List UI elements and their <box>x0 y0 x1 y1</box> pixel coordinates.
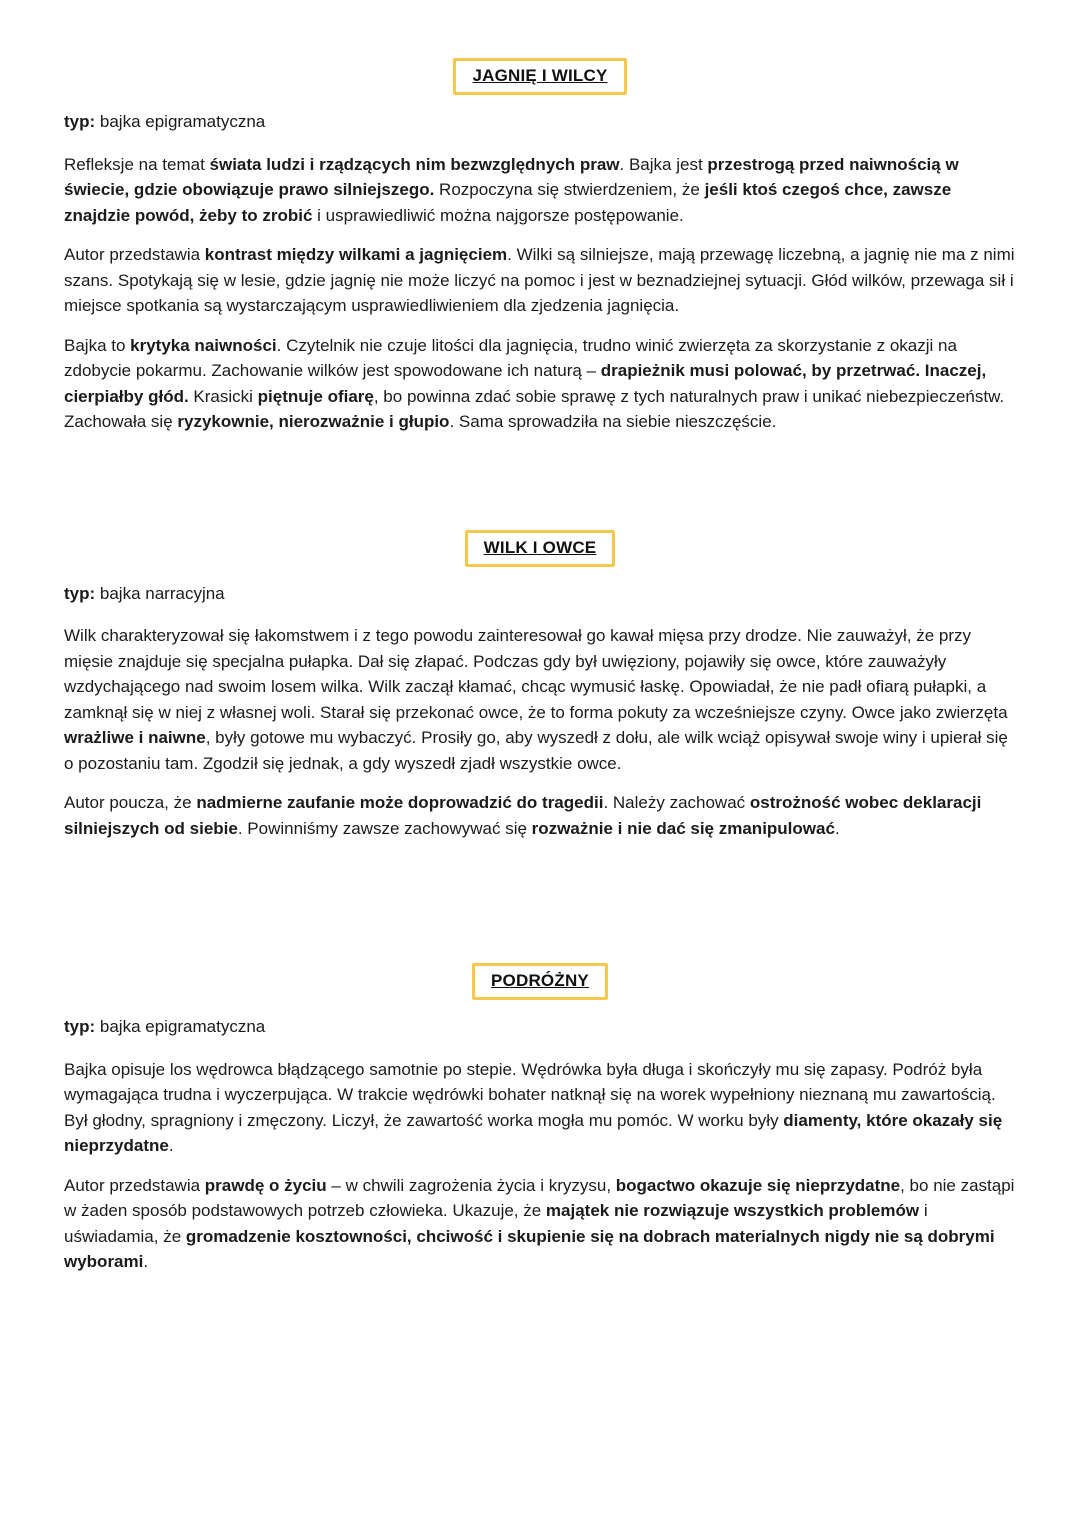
fable-type-value: bajka epigramatyczna <box>95 1017 266 1036</box>
text-segment: i usprawiedliwić można najgorsze postępowanie. <box>312 205 684 225</box>
text-segment: . Należy zachować <box>603 793 750 812</box>
paragraph <box>64 1057 1016 1159</box>
bold-text-segment: kontrast między wilkami a jagnięciem <box>204 245 508 264</box>
bold-text-segment: bogactwo okazuje się nieprzydatne <box>615 1175 901 1195</box>
text-segment: Autor przedstawia <box>64 245 205 264</box>
text-segment: Autor poucza, że <box>64 793 197 812</box>
fable-paragraphs <box>64 1057 1016 1275</box>
bold-text-segment: świata ludzi i rządzących nim bezwzględnych praw <box>209 154 620 174</box>
text-segment: Autor przedstawia <box>64 1175 205 1195</box>
paragraph <box>64 152 1016 229</box>
text-segment: , były gotowe mu wybaczyć. Prosiły go, aby wyszedł z dołu, ale wilk wciąż opisywał swoje winy i upierał się o pozostaniu tam. Zgodził się jednak, a gdy wyszedł zjadł wszystkie owce. <box>64 728 1008 773</box>
bold-text-segment: majątek nie rozwiązuje wszystkich problemów <box>545 1201 920 1220</box>
fable-title: JAGNIĘ I WILCY <box>472 66 608 85</box>
bold-text-segment: prawdę o życiu <box>204 1175 327 1195</box>
text-segment: Refleksje na temat <box>64 154 210 174</box>
text-segment: . <box>168 1136 174 1155</box>
fable-title-box <box>453 58 626 95</box>
text-segment: . Wilki są silniejsze, mają przewagę liczebną, a jagnię nie ma z nimi szans. Spotykają się w lesie, gdzie jagnię nie może liczyć na pomoc i jest w beznadziejnej sytuacji. Głód wilków, przewaga sił i miejsce spotkania są wystarczającym usprawiedliwieniem dla zjedzenia jagnięcia. <box>64 245 1015 315</box>
fable-section <box>64 530 1016 842</box>
fable-title-box <box>472 963 608 1000</box>
text-segment: . <box>834 818 840 838</box>
bold-text-segment: rozważnie i nie dać się zmanipulować <box>531 818 835 838</box>
fable-type-label: typ: <box>64 1017 96 1036</box>
text-segment: . Powinniśmy zawsze zachowywać się <box>237 818 532 838</box>
bold-text-segment: nadmierne zaufanie może doprowadzić do tragedii <box>196 793 604 812</box>
text-segment: Wilk charakteryzował się łakomstwem i z tego powodu zainteresował go kawał mięsa przy drodze. Nie zauważył, że przy mięsie znajduje się specjalna pułapka. Dał się złapać. Podczas gdy był uwięziony, pojawiły się owce, które zauważyły wzdychającego nad swoim losem wilka. Wilk zaczął kłamać, chcąc wymusić łaskę. Opowiadał, że nie padł ofiarą pułapki, a zamknął się w niej z własnej woli. Starał się przekonać owce, że to forma pokuty za wcześniejsze czyny. Owce jako zwierzęta <box>64 626 1008 722</box>
fable-title-row <box>64 530 1016 567</box>
paragraph <box>64 333 1016 435</box>
paragraph <box>64 790 1016 841</box>
fable-section <box>64 58 1016 435</box>
fable-type-value: bajka epigramatyczna <box>95 112 266 131</box>
text-segment: Krasicki <box>188 386 258 406</box>
text-segment: . <box>143 1252 149 1271</box>
text-segment: , bo nie zastąpi w żaden sposób podstawowych potrzeb człowieka. Ukazuje, że <box>64 1175 1015 1220</box>
bold-text-segment: ryzykownie, nierozważnie i głupio <box>177 412 450 431</box>
bold-text-segment: piętnuje ofiarę <box>257 386 374 406</box>
text-segment: . Czytelnik nie czuje litości dla jagnięcia, trudno winić zwierzęta za skorzystanie z okazji na zdobycie pokarmu. Zachowanie wilków jest spowodowane ich naturą – <box>64 335 957 380</box>
paragraph <box>64 623 1016 776</box>
bold-text-segment: diamenty, które okazały się nieprzydatne <box>64 1110 1003 1155</box>
fable-title-row <box>64 963 1016 1000</box>
text-segment: , bo powinna zdać sobie sprawę z tych naturalnych praw i unikać niebezpieczeństw. Zachowała się <box>64 386 1005 431</box>
fable-section <box>64 963 1016 1275</box>
bold-text-segment: jeśli ktoś czegoś chce, zawsze znajdzie powód, żeby to zrobić <box>64 180 952 225</box>
bold-text-segment: krytyka naiwności <box>130 335 277 355</box>
bold-text-segment: przestrogą przed naiwnością w świecie, gdzie obowiązuje prawo silniejszego. <box>64 154 959 199</box>
fable-type-line <box>64 581 1016 607</box>
fable-type-line <box>64 1014 1016 1040</box>
fable-paragraphs <box>64 152 1016 435</box>
text-segment: i uświadamia, że <box>64 1201 928 1246</box>
text-segment: Rozpoczyna się stwierdzeniem, że <box>434 180 705 199</box>
bold-text-segment: gromadzenie kosztowności, chciwość i skupienie się na dobrach materialnych nigdy nie są dobrymi wyborami <box>64 1226 995 1271</box>
text-segment: – w chwili zagrożenia życia i kryzysu, <box>326 1175 616 1195</box>
text-segment: Bajka to <box>64 335 131 355</box>
text-segment: . Sama sprowadziła na siebie nieszczęście. <box>449 412 777 431</box>
fable-title-row <box>64 58 1016 95</box>
text-segment: . Bajka jest <box>619 154 708 174</box>
sections-container <box>64 58 1016 1275</box>
fable-type-line <box>64 109 1016 135</box>
fable-type-label: typ: <box>64 583 96 603</box>
fable-title-box <box>465 530 616 567</box>
paragraph <box>64 242 1016 319</box>
paragraph <box>64 1173 1016 1275</box>
bold-text-segment: ostrożność wobec deklaracji silniejszych od siebie <box>64 793 982 838</box>
text-segment: Bajka opisuje los wędrowca błądzącego samotnie po stepie. Wędrówka była długa i skończyły mu się zapasy. Podróż była wymagająca trudna i wyczerpująca. W trakcie wędrówki bohater natknął się na worek wypełniony nieznaną mu zawartością. Był głodny, spragniony i zmęczony. Liczył, że zawartość worka mogła mu pomóc. W worku były <box>64 1059 996 1130</box>
fable-title: WILK I OWCE <box>483 537 597 557</box>
bold-text-segment: wrażliwe i naiwne <box>64 728 206 747</box>
fable-type-label: typ: <box>64 112 96 131</box>
fable-title: PODRÓŻNY <box>491 971 589 990</box>
fable-type-value: bajka narracyjna <box>95 583 225 603</box>
fable-paragraphs <box>64 623 1016 841</box>
bold-text-segment: drapieżnik musi polować, by przetrwać. Inaczej, cierpiałby głód. <box>64 361 987 406</box>
